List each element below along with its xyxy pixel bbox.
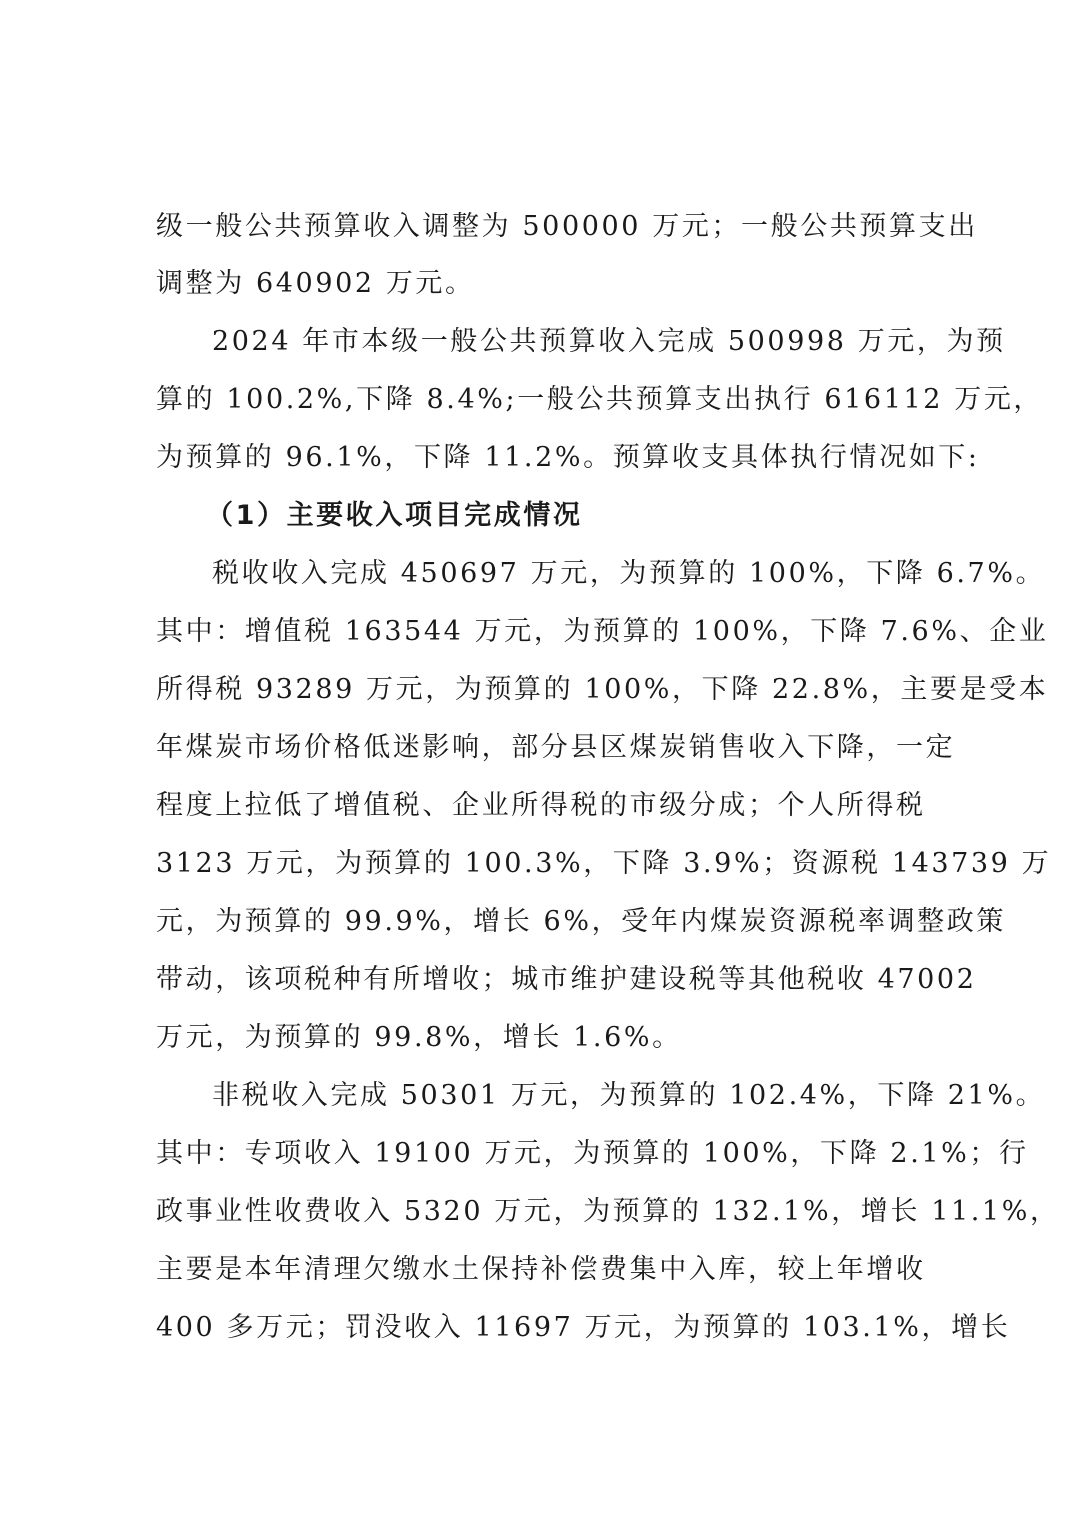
text-line: 非税收入完成 50301 万元，为预算的 102.4%，下降 21%。: [212, 1080, 1046, 1111]
text-line: 3123 万元，为预算的 100.3%，下降 3.9%；资源税 143739 万: [156, 848, 1052, 879]
text-line: 万元，为预算的 99.8%，增长 1.6%。: [156, 1022, 682, 1053]
text-line: 带动，该项税种有所增收；城市维护建设税等其他税收 47002: [156, 964, 977, 995]
text-line: 元，为预算的 99.9%，增长 6%，受年内煤炭资源税率调整政策: [156, 906, 1006, 937]
text-line: 所得税 93289 万元，为预算的 100%，下降 22.8%，主要是受本: [156, 674, 1049, 705]
text-line: 其中：专项收入 19100 万元，为预算的 100%，下降 2.1%；行: [156, 1138, 1029, 1169]
text-line: 2024 年市本级一般公共预算收入完成 500998 万元，为预: [212, 326, 1006, 357]
text-line: 主要是本年清理欠缴水土保持补偿费集中入库，较上年增收: [156, 1254, 926, 1285]
text-line: 税收收入完成 450697 万元，为预算的 100%，下降 6.7%。: [212, 558, 1046, 589]
text-line: 政事业性收费收入 5320 万元，为预算的 132.1%，增长 11.1%，: [156, 1196, 1060, 1227]
text-line: 为预算的 96.1%，下降 11.2%。预算收支具体执行情况如下:: [156, 442, 980, 473]
section-heading: （1）主要收入项目完成情况: [206, 500, 583, 531]
text-line: 其中：增值税 163544 万元，为预算的 100%，下降 7.6%、企业: [156, 616, 1049, 647]
text-line: 算的 100.2%,下降 8.4%;一般公共预算支出执行 616112 万元，: [156, 384, 1044, 415]
text-line: 调整为 640902 万元。: [156, 268, 475, 299]
text-line: 级一般公共预算收入调整为 500000 万元；一般公共预算支出: [156, 211, 978, 242]
text-line: 400 多万元；罚没收入 11697 万元，为预算的 103.1%，增长: [156, 1312, 1011, 1343]
text-line: 程度上拉低了增值税、企业所得税的市级分成；个人所得税: [156, 790, 926, 821]
text-line: 年煤炭市场价格低迷影响，部分县区煤炭销售收入下降，一定: [156, 732, 956, 763]
